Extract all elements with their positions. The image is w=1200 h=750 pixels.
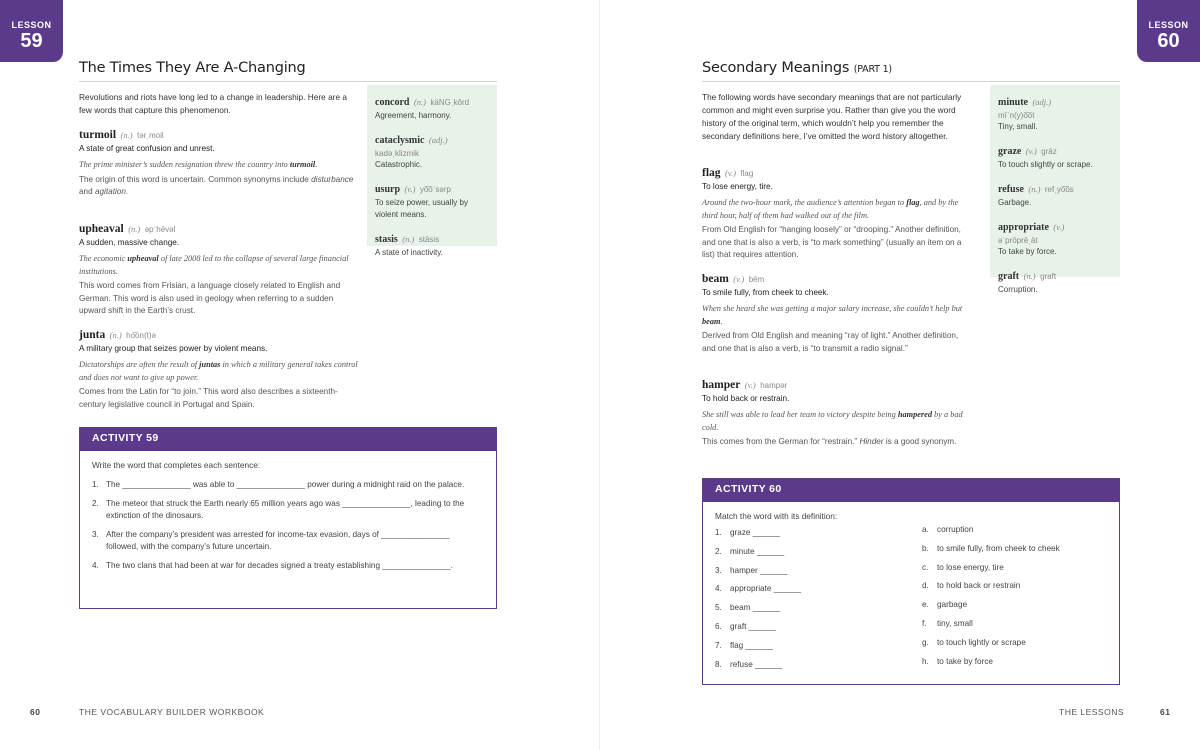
related-words-sidebar <box>367 85 497 257</box>
entry-turmoil <box>79 126 359 199</box>
word-note: This word comes from Frisian, a language closely related to English and German. This word is also used in geology when referring to a sudden upward shift in the Earth’s crust. <box>79 281 341 315</box>
match-word-item[interactable]: 2. minute ______ <box>715 546 785 556</box>
fill-in-item[interactable]: 4. The two clans that had been at war for decades signed a treaty establishing _______________. <box>92 560 453 570</box>
page-number-right: 61 <box>1160 707 1171 717</box>
related-words-sidebar <box>990 85 1120 294</box>
match-word-item[interactable]: 4. appropriate ______ <box>715 584 802 594</box>
match-definition-item: f. tiny, small <box>922 618 973 628</box>
definition: A military group that seizes power by violent means. <box>79 344 268 353</box>
match-word-item[interactable]: 8. refuse ______ <box>715 659 783 669</box>
match-word-item[interactable]: 6. graft ______ <box>715 621 776 631</box>
match-definition-item: c. to lose energy, tire <box>922 562 1004 572</box>
example-sentence: She still was able to lead her team to victory despite being hampered by a bad cold. <box>702 410 963 432</box>
definition: A state of great confusion and unrest. <box>79 144 215 153</box>
sidebar-entry-graft: graft (n.) graft Corruption. <box>998 271 1057 294</box>
entry-flag <box>702 164 974 262</box>
word-note: From Old English for “hanging loosely” or “drooping.” Another definition, and one that is also a verb, is “to mark something” (usually an item on a list) that requires attention. <box>702 225 962 259</box>
activity-instruction: Match the word with its definition: <box>715 511 838 521</box>
sidebar-entry-usurp: usurp (v.) yo͞oˈsərp To seize power, usually by violent means. <box>375 184 468 219</box>
intro-text: Revolutions and riots have long led to a change in leadership. Here are a few words that capture this phenomenon. <box>79 92 347 115</box>
match-word-item[interactable]: 1. graze ______ <box>715 528 781 537</box>
running-footer-right: THE LESSONS <box>1059 707 1125 717</box>
part-of-speech: (v.) <box>744 380 756 390</box>
intro-text: The following words have secondary meanings that are not particularly common and might even surprise you. Rather than give you the word history of the original term, which wouldn’t help you remember the secondary definitions here, I’ve omitted the word history altogether. <box>702 92 962 141</box>
word-note: Derived from Old English and meaning “ray of light.” Another definition, and one that is also a verb, is “to transmit a radio signal.” <box>702 331 959 353</box>
sidebar-entry-concord: concord (n.) käNGˌkôrd Agreement, harmony. <box>375 97 470 120</box>
entry-junta <box>79 326 359 411</box>
page-title: Secondary Meanings (PART 1) <box>702 60 892 76</box>
sidebar-entry-refuse: refuse (n.) refˌyo͞os Garbage. <box>998 184 1074 207</box>
sidebar-entry-minute: minute (adj.) mīˈn(y)o͞ot Tiny, small. <box>998 97 1052 131</box>
definition: To lose energy, tire. <box>702 182 773 191</box>
headword: beam <box>702 273 729 285</box>
activity-60-box <box>702 478 1120 685</box>
lesson-number: 60 <box>1157 30 1180 52</box>
headword: flag <box>702 167 721 179</box>
sidebar-entry-stasis: stasis (n.) stāsis A state of inactivity. <box>375 234 443 257</box>
definition: A sudden, massive change. <box>79 238 180 247</box>
definition: To smile fully, from cheek to cheek. <box>702 288 829 297</box>
headword: hamper <box>702 379 741 391</box>
match-definition-item: g. to touch lightly or scrape <box>922 637 1026 647</box>
sidebar-entry-graze: graze (v.) grāz To touch slightly or scrape. <box>998 146 1093 169</box>
lesson-number: 59 <box>20 30 43 52</box>
headword: upheaval <box>79 223 124 235</box>
entry-beam <box>702 270 974 355</box>
entry-upheaval <box>79 220 359 318</box>
lesson-tab-59 <box>0 0 63 62</box>
match-definitions-column <box>922 525 1060 675</box>
match-definition-item: h. to take by force <box>922 656 993 666</box>
activity-59-box <box>79 427 497 609</box>
match-definition-item: e. garbage <box>922 600 968 610</box>
example-sentence: Dictatorships are often the result of juntas in which a military general takes control and does not want to give up power. <box>79 360 358 382</box>
word-note: Comes from the Latin for “to join.” This word also describes a sixteenth-century legislative council in Portugal and Spain. <box>79 387 338 409</box>
spread-gutter <box>599 0 600 750</box>
match-word-item[interactable]: 5. beam ______ <box>715 603 781 613</box>
entry-hamper <box>702 376 974 449</box>
lesson-label: LESSON <box>1148 20 1189 30</box>
lesson-label: LESSON <box>11 20 52 30</box>
activity-heading: ACTIVITY 60 <box>703 478 1119 502</box>
part-of-speech: (n.) <box>120 130 133 140</box>
part-of-speech: (v.) <box>724 168 736 178</box>
activity-instruction: Write the word that completes each sentence: <box>92 460 261 470</box>
sidebar-entry-appropriate: appropriate (v.) əˈprōprēˌāt To take by force. <box>998 222 1065 256</box>
example-sentence: The economic upheaval of late 2008 led to the collapse of several large financial institutions. <box>79 254 349 276</box>
fill-in-item[interactable]: 1. The _______________ was able to _______________ power during a midnight raid on the palace. <box>92 480 465 489</box>
activity-heading: ACTIVITY 59 <box>80 427 496 451</box>
word-note: This comes from the German for “restrain.” Hinder is a good synonym. <box>702 437 957 446</box>
pronunciation: flag <box>740 169 754 178</box>
pronunciation: tərˌmoil <box>137 131 164 140</box>
example-sentence: Around the two-hour mark, the audience’s attention began to flag, and by the third hour, half of them had walked out of the film. <box>702 198 959 220</box>
match-definition-item: d. to hold back or restrain <box>922 581 1021 591</box>
example-sentence: The prime minister’s sudden resignation threw the country into turmoil. <box>79 160 318 169</box>
page-title: The Times They Are A-Changing <box>79 60 306 76</box>
title-rule <box>79 81 497 82</box>
match-words-column <box>715 528 801 678</box>
headword: junta <box>79 329 106 341</box>
example-sentence: When she heard she was getting a major salary increase, she couldn’t help but beam. <box>702 304 963 326</box>
match-definition-item: b. to smile fully, from cheek to cheek <box>922 543 1060 553</box>
page-number-left: 60 <box>30 707 41 717</box>
activity-items <box>92 479 482 572</box>
match-word-item[interactable]: 3. hamper ______ <box>715 565 788 575</box>
pronunciation: hampər <box>760 381 788 390</box>
pronunciation: əpˈhēvəl <box>144 225 176 234</box>
headword: turmoil <box>79 129 117 141</box>
part-of-speech: (n.) <box>109 330 122 340</box>
word-note: The origin of this word is uncertain. Common synonyms include disturbance and agitation. <box>79 174 354 196</box>
lesson-tab-60 <box>1137 0 1200 62</box>
definition: To hold back or restrain. <box>702 394 790 403</box>
title-rule <box>702 81 1120 82</box>
part-of-speech: (v.) <box>733 274 745 284</box>
match-word-item[interactable]: 7. flag ______ <box>715 640 773 650</box>
fill-in-item[interactable]: 3. After the company’s president was arrested for income-tax evasion, days of _______________ followed, with the company’s future uncertain. <box>92 529 450 551</box>
part-of-speech: (n.) <box>128 224 141 234</box>
pronunciation: bēm <box>748 275 765 284</box>
fill-in-item[interactable]: 2. The meteor that struck the Earth nearly 65 million years ago was _______________, leading to the extinction of the dinosaurs. <box>92 498 465 520</box>
sidebar-entry-cataclysmic: cataclysmic (adj.) kadəˌklizmik Catastrophic. <box>375 135 448 169</box>
match-definition-item: a. corruption <box>922 525 974 534</box>
running-footer-left: THE VOCABULARY BUILDER WORKBOOK <box>79 707 265 717</box>
pronunciation: ho͝on(t)ə <box>126 331 156 340</box>
